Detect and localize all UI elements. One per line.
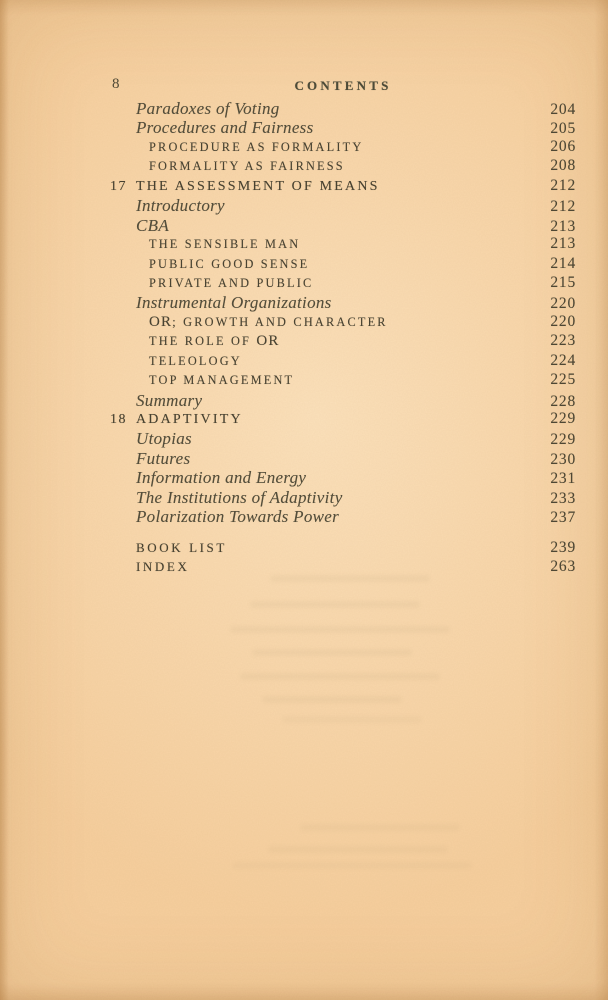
toc-entry-label: PUBLIC GOOD SENSE bbox=[149, 256, 310, 271]
show-through-smudge bbox=[240, 673, 440, 680]
toc-entry-page: 220 bbox=[550, 295, 576, 313]
toc-entry-label: Futures bbox=[136, 448, 191, 468]
toc-entry-row bbox=[110, 138, 576, 157]
toc-entry-page: 224 bbox=[550, 351, 576, 369]
toc-entry-row bbox=[110, 468, 576, 487]
show-through-smudge bbox=[262, 696, 402, 703]
toc-entry-row bbox=[110, 332, 576, 351]
toc-entry-label: FORMALITY AS FAIRNESS bbox=[149, 159, 345, 174]
toc-entry-page: 213 bbox=[550, 217, 576, 235]
toc-entry-page: 225 bbox=[550, 371, 576, 389]
toc-entry-row bbox=[110, 539, 576, 558]
toc-entry-page: 212 bbox=[550, 176, 576, 194]
show-through-smudge bbox=[252, 649, 412, 656]
toc-entry-page: 231 bbox=[550, 470, 576, 488]
toc-entry-row bbox=[110, 196, 576, 215]
toc-entry-row bbox=[110, 449, 576, 468]
toc-entry-label: Information and Energy bbox=[136, 468, 307, 488]
toc-entry-label: OR; GROWTH AND CHARACTER bbox=[149, 313, 388, 330]
or-fullcaps: OR bbox=[256, 333, 280, 350]
back-matter-list bbox=[110, 539, 576, 577]
toc-entry-page: 204 bbox=[550, 101, 576, 118]
toc-entry-row bbox=[110, 352, 576, 371]
toc-entry-row bbox=[110, 118, 576, 137]
toc-entry-label: ADAPTIVITY bbox=[136, 412, 243, 427]
toc-entry-label: THE ASSESSMENT OF MEANS bbox=[136, 178, 380, 194]
toc-entry-row bbox=[110, 235, 576, 254]
toc-entry-page: 239 bbox=[550, 538, 576, 556]
toc-entry-row bbox=[110, 558, 576, 577]
toc-entry-label: TELEOLOGY bbox=[149, 353, 242, 368]
toc-entry-page: 233 bbox=[550, 489, 576, 507]
show-through-smudge bbox=[250, 601, 420, 608]
running-head: CONTENTS bbox=[294, 78, 392, 93]
toc-entry-label: The Institutions of Adaptivity bbox=[136, 487, 343, 507]
show-through-smudge bbox=[282, 716, 422, 723]
toc-entry-row bbox=[110, 507, 576, 526]
page-number: 8 bbox=[112, 76, 120, 92]
toc-entry-page: 205 bbox=[550, 120, 576, 138]
toc-entry-label: THE SENSIBLE MAN bbox=[149, 237, 301, 252]
toc-entry-label: INDEX bbox=[136, 558, 190, 574]
toc-entry-row bbox=[110, 313, 576, 332]
toc-entry-row bbox=[110, 293, 576, 312]
toc-entry-page: 228 bbox=[550, 392, 576, 410]
chapter-number: 18 bbox=[110, 412, 127, 427]
toc-entry-label: Introductory bbox=[136, 196, 225, 216]
toc-entry-page: 212 bbox=[550, 198, 576, 216]
or-fullcaps: OR bbox=[149, 313, 173, 330]
toc-entry-row bbox=[110, 371, 576, 390]
show-through-smudge bbox=[230, 626, 450, 633]
toc-entry-page: 263 bbox=[550, 557, 576, 575]
toc-entry-row bbox=[110, 99, 576, 118]
toc-entry-label: PRIVATE AND PUBLIC bbox=[149, 275, 314, 290]
toc-entry-label: PROCEDURE AS FORMALITY bbox=[149, 139, 364, 154]
toc-chapter-row bbox=[110, 177, 576, 196]
toc-entry-page: 223 bbox=[550, 332, 576, 350]
toc-entry-label: TOP MANAGEMENT bbox=[149, 373, 295, 388]
toc-entry-page: 220 bbox=[550, 312, 576, 330]
chapter-number: 17 bbox=[110, 178, 127, 194]
toc-entry-row bbox=[110, 274, 576, 293]
toc-entry-page: 214 bbox=[550, 254, 576, 272]
toc-entry-page: 206 bbox=[550, 137, 576, 155]
show-through-smudge bbox=[232, 862, 472, 869]
toc-entry-page: 215 bbox=[550, 273, 576, 291]
toc-entry-row bbox=[110, 216, 576, 235]
toc-entry-page: 229 bbox=[550, 431, 576, 449]
toc-entry-label: Summary bbox=[136, 390, 203, 410]
toc-entry-label: Instrumental Organizations bbox=[136, 293, 332, 313]
show-through-smudge bbox=[268, 846, 448, 853]
toc-entry-page: 213 bbox=[550, 235, 576, 253]
toc-entry-label: THE ROLE OF OR bbox=[149, 333, 280, 350]
show-through-smudge bbox=[300, 824, 460, 831]
toc-entry-row bbox=[110, 429, 576, 448]
toc-entry-label: Polarization Towards Power bbox=[136, 507, 340, 527]
toc-entry-row bbox=[110, 391, 576, 410]
page-content bbox=[110, 76, 576, 577]
toc-chapter-row bbox=[110, 410, 576, 429]
toc-entry-page: 208 bbox=[550, 157, 576, 175]
toc-entry-page: 230 bbox=[550, 450, 576, 468]
table-of-contents bbox=[110, 99, 576, 527]
toc-entry-row bbox=[110, 157, 576, 176]
page-header bbox=[110, 76, 576, 98]
toc-entry-label: BOOK LIST bbox=[136, 539, 227, 555]
toc-entry-label: CBA bbox=[136, 215, 170, 235]
toc-entry-label: Procedures and Fairness bbox=[136, 118, 314, 138]
toc-entry-page: 237 bbox=[550, 509, 576, 527]
toc-entry-label: Paradoxes of Voting bbox=[136, 99, 280, 118]
toc-entry-row bbox=[110, 488, 576, 507]
toc-entry-row bbox=[110, 255, 576, 274]
toc-entry-page: 229 bbox=[550, 410, 576, 427]
toc-entry-label: Utopias bbox=[136, 429, 192, 449]
